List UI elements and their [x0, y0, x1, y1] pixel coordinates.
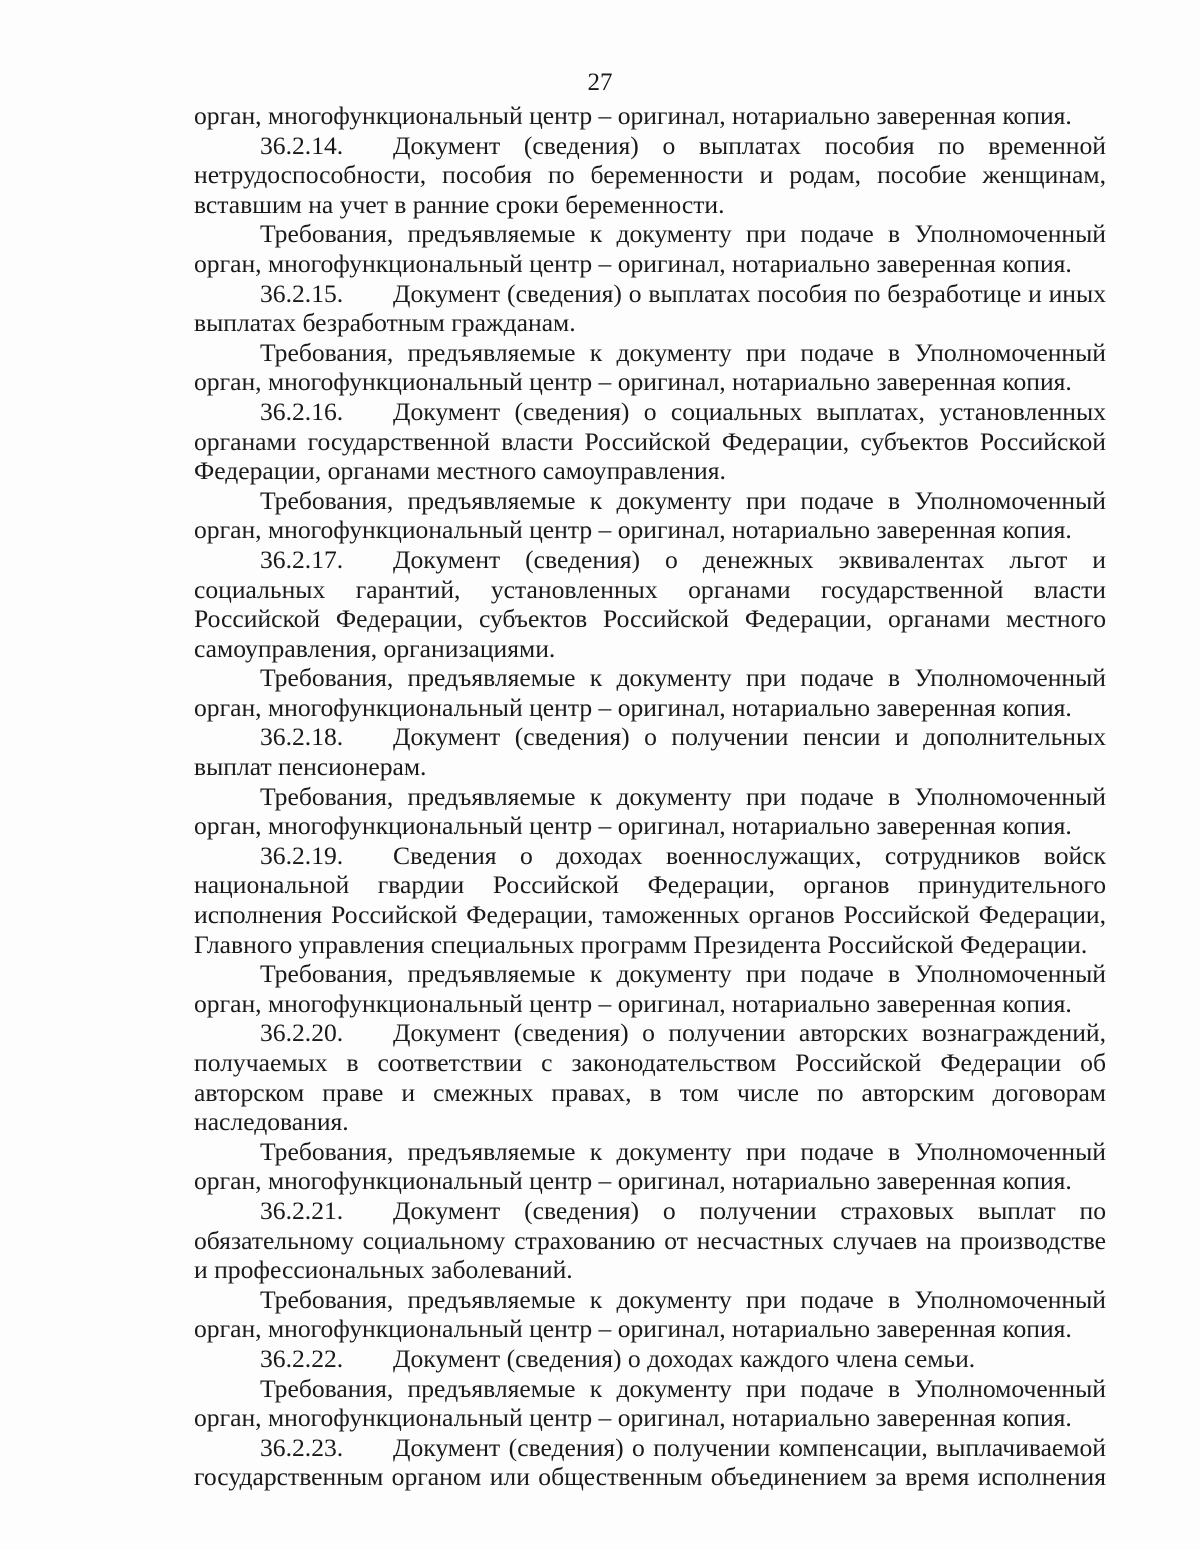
clause-paragraph — [194, 1433, 1106, 1492]
clause-paragraph — [194, 1196, 1106, 1285]
clause-number: 36.2.16. — [260, 396, 344, 426]
paragraph-text: Сведения о доходах военнослужащих, сотрудников войск национальной гвардии Российской Федерации, органов принудительного исполнения Российской Федерации, таможенных органов Российской Федерации, Главного управления специальных программ Президента Российской Федерации. — [194, 840, 1106, 959]
paragraph — [194, 338, 1106, 397]
clause-paragraph — [194, 131, 1106, 220]
paragraph-text: Документ (сведения) о получении страховых выплат по обязательному социальному страхованию от несчастных случаев на производстве и профессиональных заболеваний. — [194, 1195, 1106, 1285]
paragraph-text: Требования, предъявляемые к документу при подаче в Уполномоченный орган, многофункциональный центр – оригинал, нотариально заверенная копия. — [194, 959, 1106, 1018]
paragraph — [194, 782, 1106, 841]
paragraph-text: Документ (сведения) о выплатах пособия по временной нетрудоспособности, пособия по беременности и родам, пособие женщинам, вставшим на учет в ранние сроки беременности. — [194, 130, 1106, 219]
clause-paragraph — [194, 722, 1106, 781]
clause-paragraph — [194, 841, 1106, 959]
clause-paragraph — [194, 1344, 1106, 1374]
clause-number: 36.2.19. — [260, 840, 344, 870]
clause-number: 36.2.22. — [260, 1343, 344, 1373]
clause-number: 36.2.20. — [260, 1018, 344, 1048]
document-body — [194, 101, 1106, 1492]
paragraph — [194, 1137, 1106, 1196]
paragraph — [194, 663, 1106, 722]
paragraph-text: Документ (сведения) о выплатах пособия по безработице и иных выплатах безработным гражданам. — [194, 278, 1106, 338]
paragraph-text: Документ (сведения) о получении компенсации, выплачиваемой государственным органом или общественным объединением за время исполнения — [194, 1432, 1106, 1492]
clause-number: 36.2.18. — [260, 722, 344, 752]
clause-paragraph — [194, 1018, 1106, 1136]
paragraph — [194, 1285, 1106, 1344]
paragraph-text: Документ (сведения) о получении авторских вознаграждений, получаемых в соответствии с законодательством Российской Федерации об авторском праве и смежных правах, в том числе по авторским договорам наследования. — [194, 1018, 1106, 1137]
clause-paragraph — [194, 279, 1106, 338]
paragraph-text: Требования, предъявляемые к документу при подаче в Уполномоченный орган, многофункциональный центр – оригинал, нотариально заверенная копия. — [194, 219, 1106, 278]
paragraph — [194, 101, 1106, 131]
clause-number: 36.2.15. — [260, 278, 344, 308]
paragraph-text: Требования, предъявляемые к документу при подаче в Уполномоченный орган, многофункциональный центр – оригинал, нотариально заверенная копия. — [194, 485, 1106, 545]
paragraph-text: орган, многофункциональный центр – оригинал, нотариально заверенная копия. — [194, 101, 1072, 130]
paragraph — [194, 486, 1106, 545]
paragraph-text: Требования, предъявляемые к документу при подаче в Уполномоченный орган, многофункциональный центр – оригинал, нотариально заверенная копия. — [194, 1136, 1106, 1196]
page-number: 27 — [587, 69, 613, 96]
paragraph-text: Документ (сведения) о денежных эквивалентах льгот и социальных гарантий, установленных органами государственной власти Российской Федерации, субъектов Российской Федерации, органами местного самоуправления, организациями. — [194, 544, 1106, 663]
clause-paragraph — [194, 397, 1106, 486]
clause-number: 36.2.17. — [260, 544, 344, 574]
paragraph-text: Требования, предъявляемые к документу при подаче в Уполномоченный орган, многофункциональный центр – оригинал, нотариально заверенная копия. — [194, 1284, 1106, 1344]
paragraph — [194, 219, 1106, 278]
paragraph-text: Документ (сведения) о социальных выплатах, установленных органами государственной власти Российской Федерации, субъектов Российской Федерации, органами местного самоуправления. — [194, 396, 1106, 486]
paragraph-text: Документ (сведения) о доходах каждого члена семьи. — [393, 1343, 976, 1373]
paragraph-text: Требования, предъявляемые к документу при подаче в Уполномоченный орган, многофункциональный центр – оригинал, нотариально заверенная копия. — [194, 1373, 1106, 1433]
paragraph-text: Требования, предъявляемые к документу при подаче в Уполномоченный орган, многофункциональный центр – оригинал, нотариально заверенная копия. — [194, 663, 1106, 722]
clause-paragraph — [194, 545, 1106, 663]
clause-number: 36.2.23. — [260, 1432, 344, 1462]
paragraph-text: Требования, предъявляемые к документу при подаче в Уполномоченный орган, многофункциональный центр – оригинал, нотариально заверенная копия. — [194, 781, 1106, 841]
paragraph-text: Требования, предъявляемые к документу при подаче в Уполномоченный орган, многофункциональный центр – оригинал, нотариально заверенная копия. — [194, 337, 1106, 397]
clause-number: 36.2.21. — [260, 1195, 344, 1225]
paragraph-text: Документ (сведения) о получении пенсии и дополнительных выплат пенсионерам. — [194, 722, 1106, 782]
clause-number: 36.2.14. — [260, 130, 344, 160]
paragraph — [194, 959, 1106, 1018]
paragraph — [194, 1374, 1106, 1433]
